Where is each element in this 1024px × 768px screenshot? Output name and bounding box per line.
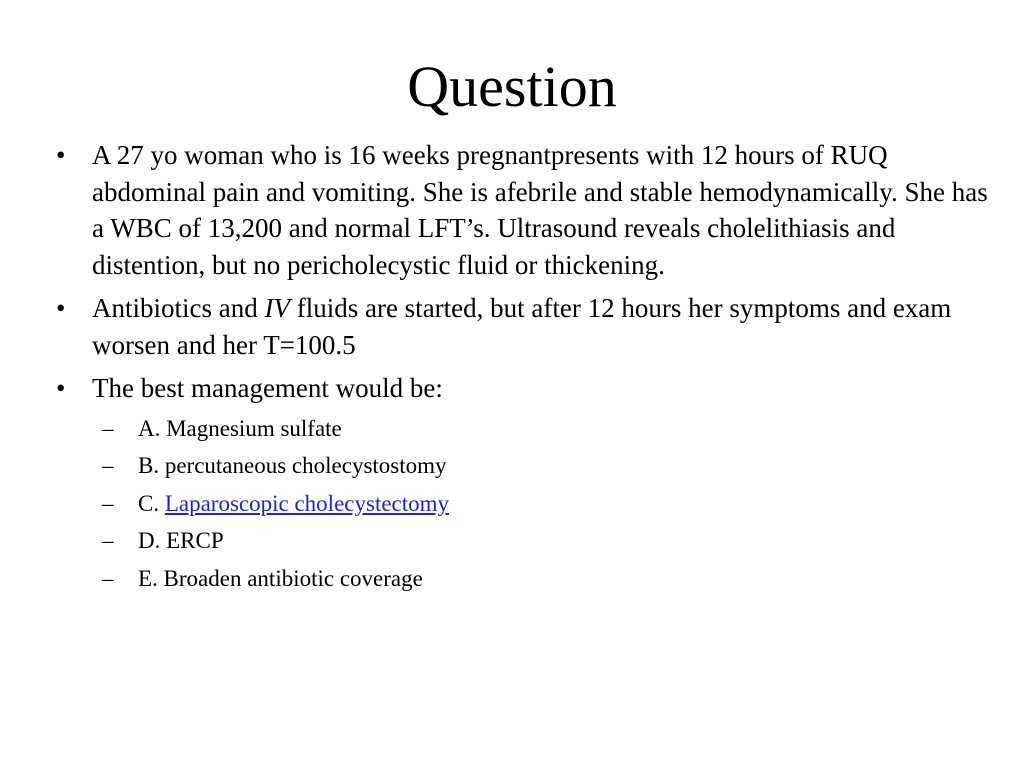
option-e: [92, 563, 996, 594]
option-a: [92, 413, 996, 444]
bullet-icon: •: [56, 293, 66, 323]
option-b: [92, 450, 996, 481]
option-text: D. ERCP: [138, 528, 224, 553]
bullet-item: [56, 370, 996, 594]
dash-icon: –: [102, 565, 114, 591]
option-text: B. percutaneous cholecystostomy: [138, 453, 447, 478]
bullet-list: [56, 137, 996, 601]
dash-icon: –: [102, 415, 114, 441]
bullet-item: [56, 290, 996, 363]
bullet-text: A 27 yo woman who is 16 weeks pregnantpresents with 12 hours of RUQ abdominal pain and vomiting. She is afebrile and stable hemodynamically. She has a WBC of 13,200 and normal LFT’s. Ultrasound reveals cholelithiasis and distention, but no pericholecystic fluid or thickening.: [92, 140, 988, 280]
bullet-text-start: Antibiotics and: [92, 293, 265, 323]
dash-icon: –: [102, 528, 114, 553]
bullet-icon: •: [56, 140, 66, 170]
bullet-text-italic: IV: [264, 293, 290, 323]
option-text: E. Broaden antibiotic coverage: [138, 565, 423, 591]
option-text: A. Magnesium sulfate: [138, 415, 342, 441]
bullet-icon: •: [56, 373, 66, 403]
dash-icon: –: [102, 490, 114, 516]
option-prefix: C.: [138, 490, 165, 516]
bullet-text-end: fluids are started, but after 12 hours her symptoms and exam worsen and her T=100.5: [92, 293, 952, 360]
option-d: [92, 525, 996, 556]
option-c-link[interactable]: Laparoscopic cholecystectomy: [164, 490, 450, 516]
answer-options: [92, 413, 996, 594]
bullet-item: [56, 137, 996, 283]
slide-title: Question: [407, 54, 617, 119]
bullet-text: The best management would be:: [92, 373, 443, 403]
dash-icon: –: [102, 453, 114, 478]
option-c: [92, 488, 996, 519]
